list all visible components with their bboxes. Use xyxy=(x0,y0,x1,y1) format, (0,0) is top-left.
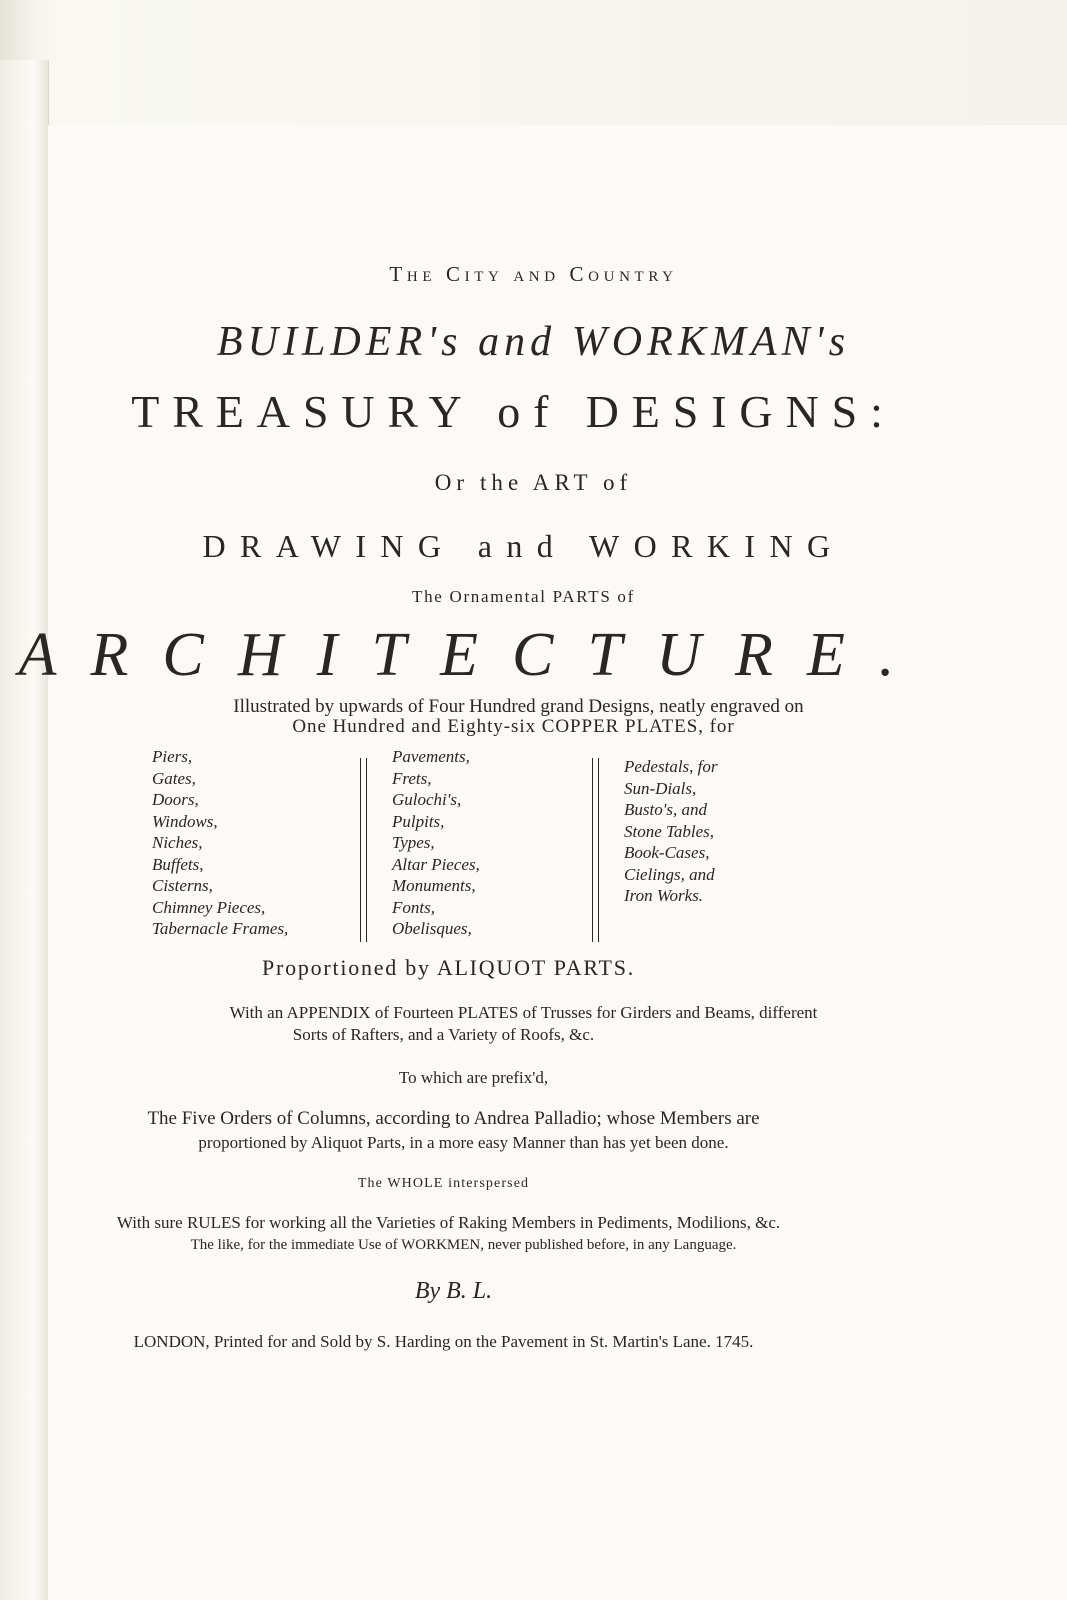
list-item: Niches, xyxy=(152,833,203,852)
list-item: Sun-Dials, xyxy=(624,778,697,798)
list-item: Chimney Pieces, xyxy=(152,897,266,917)
list-item: Pedestals, for xyxy=(624,757,718,776)
list-item: Obelisques, xyxy=(392,919,472,938)
subject-list-column-c xyxy=(624,756,718,907)
five-orders-line-2: proportioned by Aliquot Parts, in a more easy Manner than has yet been done. xyxy=(198,1133,729,1152)
list-item: Stone Tables, xyxy=(624,821,715,841)
rules-line-1: With sure RULES for working all the Varieties of Raking Members in Pediments, Modilions, &c. xyxy=(116,1213,781,1232)
previous-page-edge xyxy=(0,60,49,1600)
ornamental-parts-line: The Ornamental PARTS of xyxy=(411,587,635,606)
list-item: Frets, xyxy=(392,768,432,788)
five-orders-line-1: The Five Orders of Columns, according to Andrea Palladio; whose Members are xyxy=(147,1108,760,1129)
subject-list-column-b xyxy=(392,746,480,940)
list-item: Doors, xyxy=(152,790,199,809)
subject-list-column-a xyxy=(152,746,288,940)
list-item: Pavements, xyxy=(392,747,470,766)
list-item: Types, xyxy=(392,833,435,852)
whole-interspersed-line: The WHOLE interspersed xyxy=(357,1176,530,1191)
list-item: Busto's, and xyxy=(624,800,707,819)
list-item: Gates, xyxy=(152,768,196,788)
list-item: Cisterns, xyxy=(152,876,213,895)
appendix-line-2: Sorts of Rafters, and a Variety of Roofs, &c. xyxy=(292,1025,595,1044)
treasury-of-designs-line: TREASURY of DESIGNS: xyxy=(131,386,896,437)
column-divider xyxy=(592,758,599,942)
list-item: Cielings, and xyxy=(624,864,715,884)
illustrated-line-2: One Hundred and Eighty-six COPPER PLATES, for xyxy=(292,716,735,737)
illustrated-line-1: Illustrated by upwards of Four Hundred grand Designs, neatly engraved on xyxy=(233,696,804,717)
list-item: Pulpits, xyxy=(392,811,445,831)
appendix-line-1: With an APPENDIX of Fourteen PLATES of Trusses for Girders and Beams, different xyxy=(229,1003,818,1022)
list-item: Iron Works. xyxy=(624,886,704,905)
proportioned-line: Proportioned by ALIQUOT PARTS. xyxy=(262,955,635,980)
list-item: Tabernacle Frames, xyxy=(152,919,289,938)
list-item: Windows, xyxy=(152,811,218,831)
drawing-working-line: DRAWING and WORKING xyxy=(202,528,845,564)
list-item: Monuments, xyxy=(392,876,476,895)
list-item: Altar Pieces, xyxy=(392,854,480,874)
column-divider xyxy=(360,758,367,942)
prefix-line: To which are prefix'd, xyxy=(398,1068,549,1087)
list-item: Gulochi's, xyxy=(392,790,462,809)
rules-line-2: The like, for the immediate Use of WORKMEN, never published before, in any Language. xyxy=(190,1237,737,1253)
architecture-heading: ARCHITECTURE. xyxy=(18,621,929,689)
author-line: By B. L. xyxy=(414,1278,493,1304)
imprint-line: LONDON, Printed for and Sold by S. Harding on the Pavement in St. Martin's Lane. 1745. xyxy=(133,1332,754,1351)
builders-workmans-line: BUILDER's and WORKMAN's xyxy=(216,319,851,365)
list-item: Piers, xyxy=(152,747,193,766)
list-item: Book-Cases, xyxy=(624,843,710,862)
art-of-line: Or the ART of xyxy=(434,470,633,495)
city-country-line: The City and Country xyxy=(389,262,678,286)
list-item: Fonts, xyxy=(392,897,435,917)
list-item: Buffets, xyxy=(152,854,204,874)
